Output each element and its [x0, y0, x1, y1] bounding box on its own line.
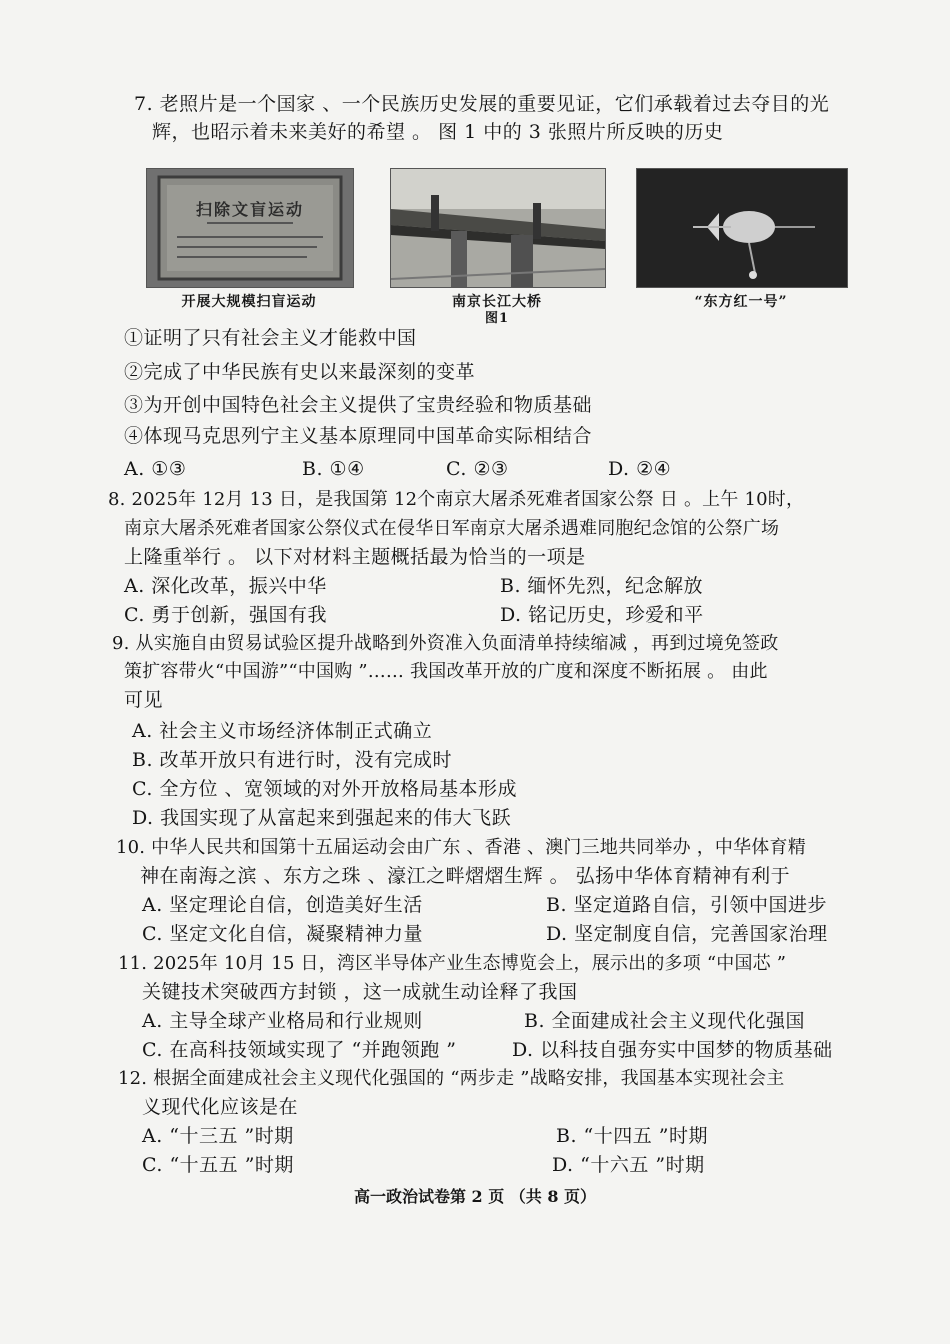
page-footer: 高一政治试卷第 2 页 （共 8 页） [353, 1187, 597, 1206]
q12-option-a: A. “十三五 ”时期 [142, 1125, 294, 1147]
figure-label: 图1 [484, 311, 510, 326]
q11-option-b: B. 全面建成社会主义现代化强国 [524, 1010, 806, 1032]
q10-stem-line2: 神在南海之滨 、东方之珠 、濠江之畔熠熠生辉 。 弘扬中华体育精神有利于 [140, 865, 791, 887]
q7-option-a: A. ①③ [124, 458, 187, 480]
photo-satellite-drawing [637, 169, 847, 287]
q7-statement-4: ④体现马克思列宁主义基本原理同中国革命实际相结合 [124, 425, 593, 447]
photo2-caption: 南京长江大桥 [452, 294, 542, 310]
q10-option-a: A. 坚定理论自信，创造美好生活 [142, 894, 423, 916]
q10-option-c: C. 坚定文化自信，凝聚精神力量 [142, 923, 423, 945]
q10-stem-line1: 10. 中华人民共和国第十五届运动会由广东 、香港 、澳门三地共同举办 ，中华体育精 [116, 837, 806, 858]
q9-stem-line1: 9. 从实施自由贸易试验区提升战略到外资准入负面清单持续缩减 ，再到过境免签政 [112, 633, 779, 654]
q9-option-d: D. 我国实现了从富起来到强起来的伟大飞跃 [132, 807, 512, 829]
photo-literacy-campaign [146, 168, 354, 288]
q8-option-d: D. 铭记历史，珍爱和平 [500, 604, 704, 626]
q7-statement-2: ②完成了中华民族有史以来最深刻的变革 [124, 361, 476, 383]
q11-option-c: C. 在高科技领域实现了 “并跑领跑 ” [142, 1039, 457, 1061]
q8-option-a: A. 深化改革，振兴中华 [124, 575, 327, 597]
photo1-sign-text: 扫除文盲运动 [195, 200, 304, 219]
photo-dongfanghong-satellite [636, 168, 848, 288]
q10-option-d: D. 坚定制度自信，完善国家治理 [546, 923, 828, 945]
q8-option-b: B. 缅怀先烈，纪念解放 [500, 575, 704, 597]
q7-option-d: D. ②④ [608, 458, 672, 480]
q11-option-d: D. 以科技自强夯实中国梦的物质基础 [512, 1039, 833, 1061]
q7-option-c: C. ②③ [446, 458, 509, 480]
photo-literacy-drawing [147, 169, 353, 287]
q7-stem-line2: 辉，也昭示着未来美好的希望 。 图 1 中的 3 张照片所反映的历史 [152, 121, 724, 143]
q8-option-c: C. 勇于创新，强国有我 [124, 604, 327, 626]
q7-option-b: B. ①④ [302, 458, 365, 480]
q12-option-c: C. “十五五 ”时期 [142, 1154, 294, 1176]
q9-stem-line3: 可见 [124, 689, 164, 711]
q11-stem-line2: 关键技术突破西方封锁 ，这一成就生动诠释了我国 [142, 981, 578, 1003]
q7-stem-line1: 7. 老照片是一个国家 、一个民族历史发展的重要见证，它们承载着过去夺目的光 [134, 93, 830, 115]
q8-stem-line1: 8. 2025年 12月 13 日，是我国第 12个南京大屠杀死难者国家公祭 日 。上午 10时， [108, 489, 805, 510]
photo1-caption: 开展大规模扫盲运动 [181, 294, 317, 310]
q11-stem-line1: 11. 2025年 10月 15 日，湾区半导体产业生态博览会上，展示出的多项 “中国芯 ” [118, 953, 787, 974]
q7-statement-3: ③为开创中国特色社会主义提供了宝贵经验和物质基础 [124, 394, 593, 416]
q9-stem-line2: 策扩容带火“中国游”“中国购 ”…… 我国改革开放的广度和深度不断拓展 。 由此 [124, 661, 768, 682]
q12-option-b: B. “十四五 ”时期 [556, 1125, 709, 1147]
photo-nanjing-bridge [390, 168, 606, 288]
q12-stem-line2: 义现代化应该是在 [142, 1096, 299, 1118]
q12-option-d: D. “十六五 ”时期 [552, 1154, 705, 1176]
q9-option-c: C. 全方位 、宽领域的对外开放格局基本形成 [132, 778, 517, 800]
q9-option-a: A. 社会主义市场经济体制正式确立 [132, 720, 433, 742]
q10-option-b: B. 坚定道路自信，引领中国进步 [546, 894, 828, 916]
photo3-caption: “东方红一号” [694, 294, 788, 310]
q9-option-b: B. 改革开放只有进行时，没有完成时 [132, 749, 453, 771]
q8-stem-line2: 南京大屠杀死难者国家公祭仪式在侵华日军南京大屠杀遇难同胞纪念馆的公祭广场 [124, 518, 780, 539]
q7-statement-1: ①证明了只有社会主义才能救中国 [124, 327, 417, 349]
photo-bridge-drawing [391, 169, 605, 287]
q11-option-a: A. 主导全球产业格局和行业规则 [142, 1010, 423, 1032]
q8-stem-line3: 上隆重举行 。 以下对材料主题概括最为恰当的一项是 [124, 546, 586, 568]
q12-stem-line1: 12. 根据全面建成社会主义现代化强国的 “两步走 ”战略安排，我国基本实现社会主 [118, 1068, 785, 1089]
